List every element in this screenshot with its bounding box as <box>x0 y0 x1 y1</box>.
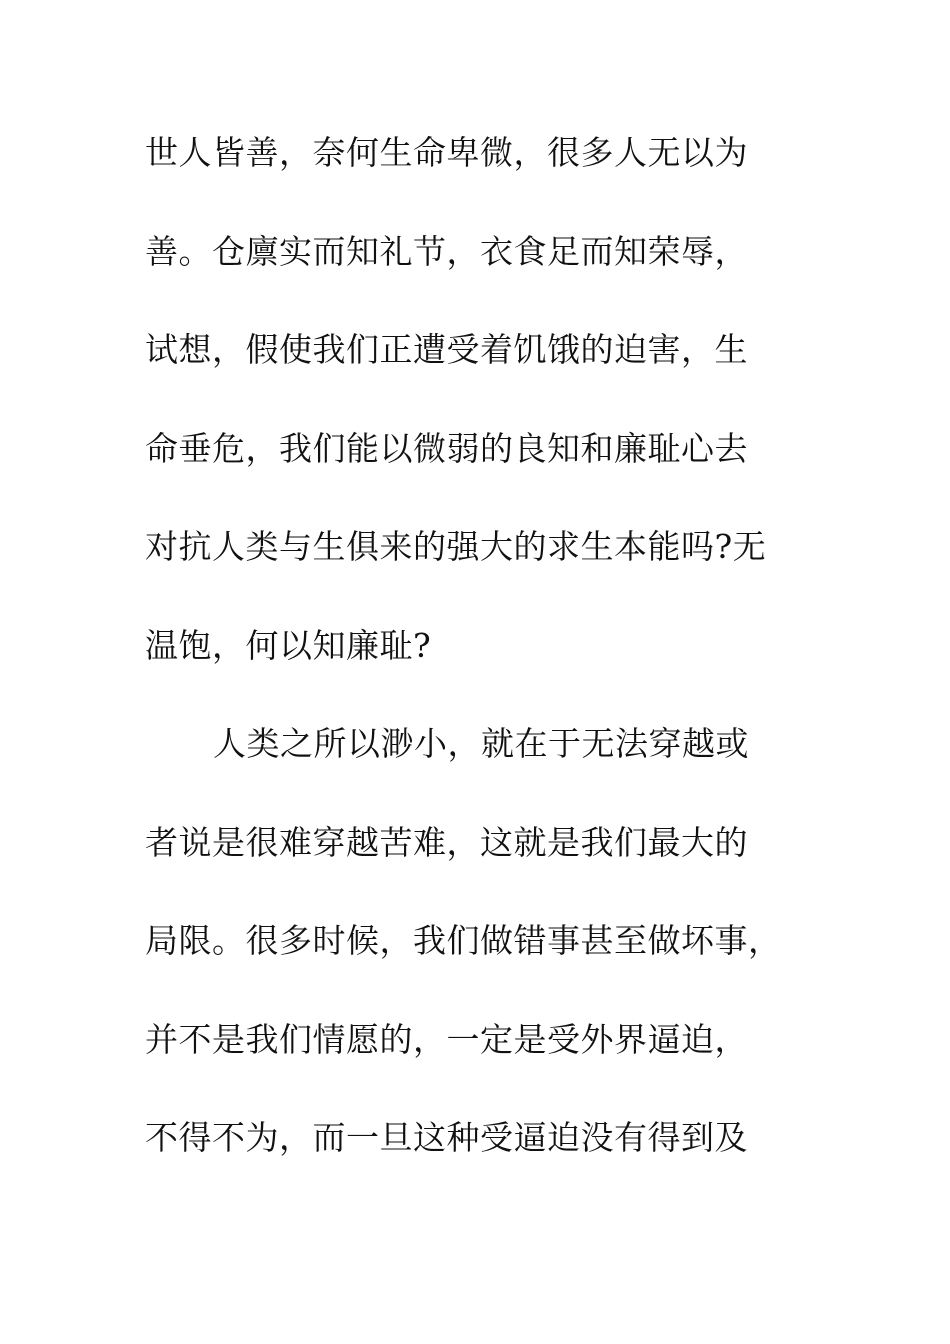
body-text <box>145 128 805 1212</box>
text-line: 者说是很难穿越苦难，这就是我们最大的 <box>145 822 748 862</box>
text-line: 世人皆善，奈何生命卑微，很多人无以为 <box>145 133 748 172</box>
text-line: 命垂危，我们能以微弱的良知和廉耻心去 <box>145 428 748 468</box>
paragraph-start-line: 人类之所以渺小，就在于无法穿越或 <box>213 724 749 763</box>
text-line: 局限。很多时候，我们做错事甚至做坏事， <box>145 921 782 960</box>
text-line: 试想，假使我们正遭受着饥饿的迫害，生 <box>145 330 748 369</box>
text-line: 不得不为，而一旦这种受逼迫没有得到及 <box>145 1118 748 1157</box>
text-line: 并不是我们情愿的，一定是受外界逼迫， <box>145 1019 748 1059</box>
text-line: 温饱，何以知廉耻? <box>145 625 432 665</box>
text-line: 善。仓廪实而知礼节，衣食足而知荣辱， <box>145 231 748 271</box>
text-line: 对抗人类与生俱来的强大的求生本能吗?无 <box>145 527 767 566</box>
